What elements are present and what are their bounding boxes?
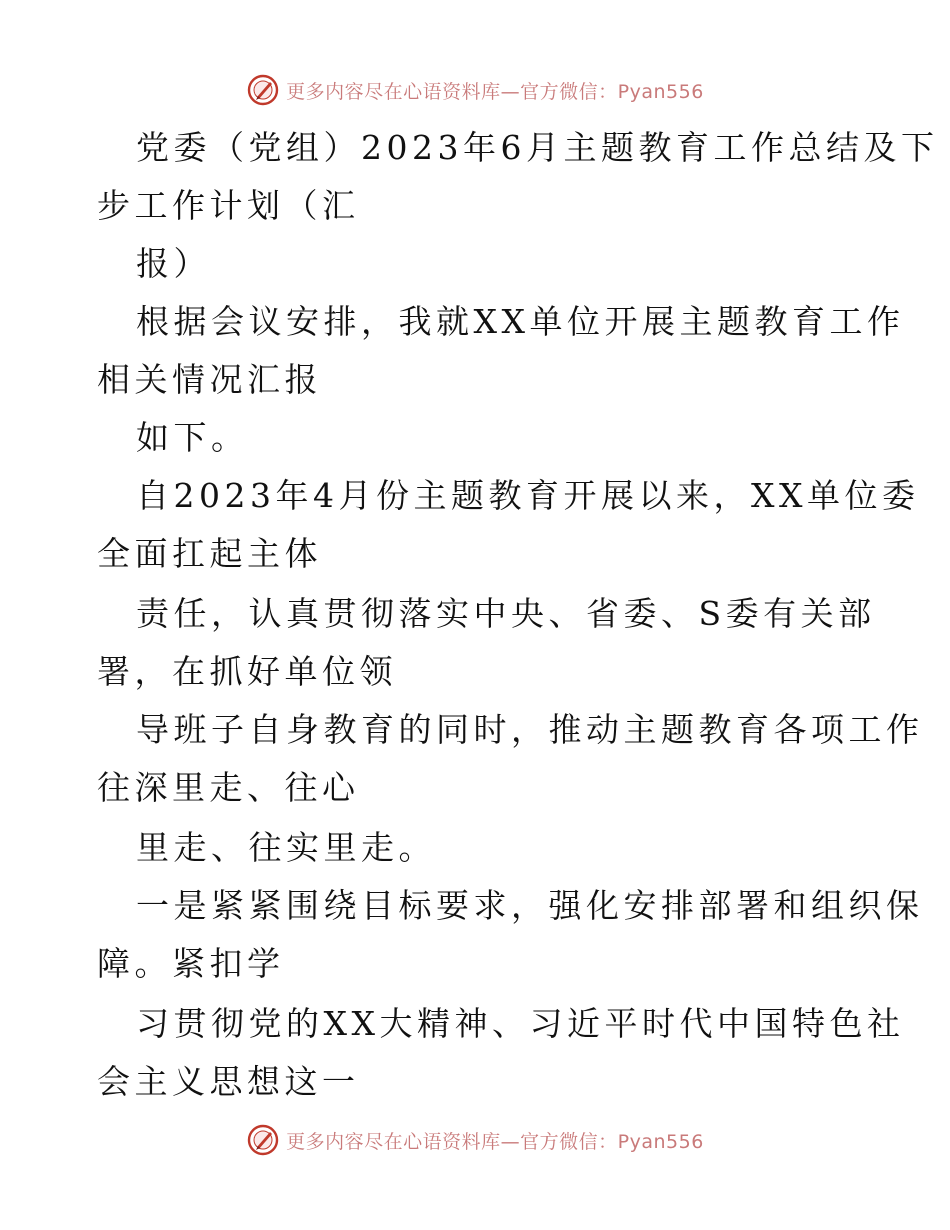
paragraph-line: 习贯彻党的XX大精神、习近平时代中国特色社 — [136, 1004, 905, 1043]
paragraph-line: 里走、往实里走。 — [136, 828, 436, 867]
paragraph-line: 责任，认真贯彻落实中央、省委、S委有关部 — [136, 594, 876, 633]
paragraph-line: 导班子自身教育的同时，推动主题教育各项工作 — [136, 710, 924, 749]
paragraph-line: 根据会议安排，我就XX单位开展主题教育工作 — [136, 302, 905, 341]
paragraph-line: 一是紧紧围绕目标要求，强化安排部署和组织保 — [136, 886, 924, 925]
header-banner — [0, 70, 950, 110]
title-line: 党委（党组）2023年6月主题教育工作总结及下 — [136, 128, 939, 167]
paragraph-line: 全面扛起主体 — [97, 534, 322, 573]
banner-text: 更多内容尽在心语资料库—官方微信：Pyan556 — [286, 80, 704, 103]
paragraph-line: 往深里走、往心 — [97, 768, 360, 807]
paragraph-line: 自2023年4月份主题教育开展以来，XX单位委 — [136, 476, 920, 515]
quill-pen-seal-icon — [246, 73, 280, 107]
paragraph-line: 障。紧扣学 — [97, 944, 285, 983]
footer-banner — [0, 1120, 950, 1160]
paragraph-line: 如下。 — [136, 418, 249, 457]
paragraph-line: 会主义思想这一 — [97, 1062, 360, 1101]
paragraph-line: 相关情况汇报 — [97, 360, 322, 399]
quill-pen-seal-icon — [246, 1123, 280, 1157]
banner-text: 更多内容尽在心语资料库—官方微信：Pyan556 — [286, 1130, 704, 1153]
title-line: 步工作计划（汇 — [97, 186, 360, 225]
title-line: 报） — [136, 244, 211, 283]
paragraph-line: 署，在抓好单位领 — [97, 652, 397, 691]
